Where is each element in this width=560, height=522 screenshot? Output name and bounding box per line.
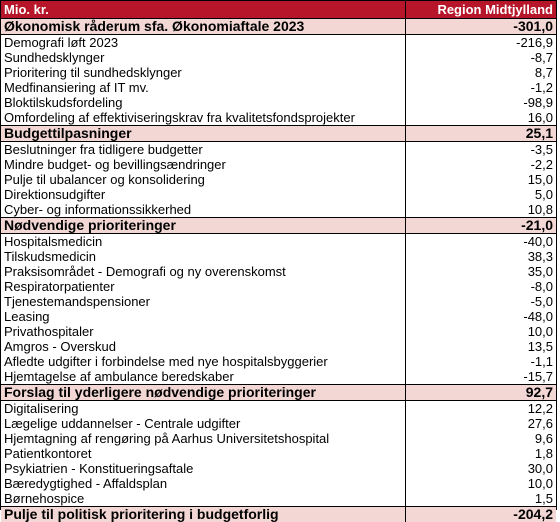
- section-title: Budgettilpasninger: [1, 126, 406, 141]
- table-row: [1, 339, 556, 354]
- row-value: 13,5: [527, 339, 553, 354]
- row-label: Psykiatrien - Konstitueringsaftale: [1, 461, 406, 476]
- table-row: [1, 354, 556, 369]
- row-value: -15,7: [523, 369, 553, 384]
- row-label: Pulje til ubalancer og konsolidering: [1, 172, 406, 187]
- section-heading: [1, 125, 556, 142]
- table-row: [1, 294, 556, 309]
- row-label: Patientkontoret: [1, 446, 406, 461]
- table-row: [1, 187, 556, 202]
- row-label: Hospitalsmedicin: [1, 234, 406, 249]
- row-label: Bæredygtighed - Affaldsplan: [1, 476, 406, 491]
- row-label: Direktionsudgifter: [1, 187, 406, 202]
- table-row: [1, 234, 556, 249]
- row-value: 5,0: [534, 187, 553, 202]
- table-row: [1, 324, 556, 339]
- row-value: 15,0: [527, 172, 553, 187]
- table-row: [1, 157, 556, 172]
- row-label: Tjenestemandspensioner: [1, 294, 406, 309]
- row-label: Omfordeling af effektiviseringskrav fra kvalitetsfondsprojekter: [1, 110, 406, 125]
- table-row: [1, 491, 556, 506]
- row-value: 16,0: [527, 110, 553, 125]
- section-title: Forslag til yderligere nødvendige prioriteringer: [1, 385, 406, 400]
- row-value: 30,0: [527, 461, 553, 476]
- row-value: 1,5: [534, 491, 553, 506]
- table-row: [1, 95, 556, 110]
- section-total: 92,7: [525, 384, 553, 400]
- total-value: -204,2: [513, 506, 553, 522]
- row-label: Praksisområdet - Demografi og ny overenskomst: [1, 264, 406, 279]
- row-label: Mindre budget- og bevillingsændringer: [1, 157, 406, 172]
- row-label: Hjemtagning af rengøring på Aarhus Universitetshospital: [1, 431, 406, 446]
- row-label: Leasing: [1, 309, 406, 324]
- row-value: -8,0: [530, 279, 553, 294]
- row-label: Afledte udgifter i forbindelse med nye hospitalsbyggerier: [1, 354, 406, 369]
- table-row: [1, 309, 556, 324]
- table-row: [1, 416, 556, 431]
- row-value: -48,0: [523, 309, 553, 324]
- row-value: 10,8: [527, 202, 553, 217]
- row-label: Medfinansiering af IT mv.: [1, 80, 406, 95]
- row-value: -3,5: [530, 142, 553, 157]
- row-value: -40,0: [523, 234, 553, 249]
- row-value: 38,3: [527, 249, 553, 264]
- section-title: Nødvendige prioriteringer: [1, 218, 406, 233]
- row-label: Sundhedsklynger: [1, 50, 406, 65]
- table-row: [1, 279, 556, 294]
- table-row: [1, 369, 556, 384]
- section-heading: [1, 19, 556, 35]
- row-value: -216,9: [516, 35, 553, 50]
- table-row: [1, 65, 556, 80]
- row-value: 1,8: [534, 446, 553, 461]
- row-value: -98,9: [523, 95, 553, 110]
- table-row: [1, 35, 556, 50]
- table-row: [1, 50, 556, 65]
- table-row: [1, 80, 556, 95]
- row-value: -2,2: [530, 157, 553, 172]
- table-row: [1, 172, 556, 187]
- row-label: Lægelige uddannelser - Centrale udgifter: [1, 416, 406, 431]
- table-row: [1, 249, 556, 264]
- row-value: 10,0: [527, 324, 553, 339]
- row-label: Digitalisering: [1, 401, 406, 416]
- header-region: Region Midtjylland: [437, 2, 553, 17]
- table-row: [1, 110, 556, 125]
- section-heading: [1, 217, 556, 234]
- row-value: -1,1: [530, 354, 553, 369]
- table-row: [1, 461, 556, 476]
- total-row: [1, 506, 556, 522]
- section-total: 25,1: [525, 125, 553, 141]
- section-total: -301,0: [513, 18, 553, 34]
- table-row: [1, 431, 556, 446]
- section-title: Økonomisk råderum sfa. Økonomiaftale 2023: [1, 19, 406, 34]
- row-value: -5,0: [530, 294, 553, 309]
- row-label: Børnehospice: [1, 491, 406, 506]
- row-label: Tilskudsmedicin: [1, 249, 406, 264]
- table-row: [1, 202, 556, 217]
- table-row: [1, 476, 556, 491]
- row-value: -1,2: [530, 80, 553, 95]
- table-row: [1, 142, 556, 157]
- section-total: -21,0: [521, 217, 553, 233]
- row-value: 9,6: [534, 431, 553, 446]
- table-row: [1, 264, 556, 279]
- row-value: 35,0: [527, 264, 553, 279]
- row-label: Privathospitaler: [1, 324, 406, 339]
- section-heading: [1, 384, 556, 401]
- row-label: Demografi løft 2023: [1, 35, 406, 50]
- row-label: Amgros - Overskud: [1, 339, 406, 354]
- row-label: Hjemtagelse af ambulance beredskaber: [1, 369, 406, 384]
- row-label: Respiratorpatienter: [1, 279, 406, 294]
- row-label: Bloktilskudsfordeling: [1, 95, 406, 110]
- header-label: Mio. kr.: [1, 1, 406, 18]
- table-row: [1, 401, 556, 416]
- row-label: Cyber- og informationssikkerhed: [1, 202, 406, 217]
- row-value: 12,2: [527, 401, 553, 416]
- row-label: Beslutninger fra tidligere budgetter: [1, 142, 406, 157]
- total-label: Pulje til politisk prioritering i budgetforlig: [1, 507, 406, 522]
- row-value: 10,0: [527, 476, 553, 491]
- table-row: [1, 446, 556, 461]
- row-label: Prioritering til sundhedsklynger: [1, 65, 406, 80]
- row-value: 8,7: [534, 65, 553, 80]
- table-header: [1, 1, 556, 19]
- row-value: -8,7: [530, 50, 553, 65]
- row-value: 27,6: [527, 416, 553, 431]
